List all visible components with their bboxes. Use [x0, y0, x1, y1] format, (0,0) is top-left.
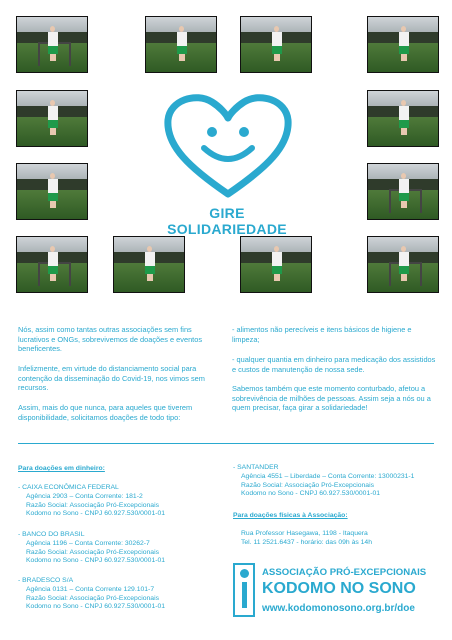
address: Rua Professor Hasegawa, 1198 - Itaquera [241, 529, 368, 537]
photo-11 [240, 236, 312, 293]
photo-7 [16, 163, 88, 220]
photo-9 [16, 236, 88, 293]
bank-account: Agência 2903 – Conta Corrente: 181-2 [26, 492, 143, 500]
photo-10 [113, 236, 185, 293]
org-name-line1: ASSOCIAÇÃO PRÓ-EXCEPCIONAIS [262, 567, 427, 578]
left-paragraph-1: Nós, assim como tantas outras associações sem fins lucrativos e ONGs, sobrevivemos de doações e eventos beneficentes. [18, 325, 203, 354]
photo-5 [16, 90, 88, 147]
bank-social: Razão Social: Associação Pró-Excepcionais [26, 594, 159, 602]
bank-caixa [18, 484, 165, 519]
photo-2 [145, 16, 217, 73]
photo-3 [240, 16, 312, 73]
bank-name: - CAIXA ECONÔMICA FEDERAL [18, 484, 119, 491]
bank-cnpj: Kodomo no Sono - CNPJ 60.927.530/0001-01 [241, 490, 381, 498]
physical-heading: Para doações físicas à Associação: [233, 512, 348, 519]
bank-bb [18, 531, 165, 566]
photo-1 [16, 16, 88, 73]
photo-8 [367, 163, 439, 220]
bank-cnpj: Kodomo no Sono - CNPJ 60.927.530/0001-01 [26, 557, 166, 565]
photo-6 [367, 90, 439, 147]
right-paragraph-3: Sabemos também que este momento conturbado, afetou a sobrevivência de milhões de pessoas. Assim seja a nós ou a quem precisar, faça girar a solidariedade! [232, 384, 431, 413]
headline: GIRE SOLIDARIEDADE [167, 205, 287, 237]
logo-icon [233, 563, 255, 617]
bank-social: Razão Social: Associação Pró-Excepcionais [26, 501, 159, 509]
bank-account: Agência 0131 – Conta Corrente 129.101-7 [26, 585, 155, 593]
bank-name: - BRADESCO S/A [18, 577, 74, 584]
bank-social: Razão Social: Associação Pró-Excepcionais [241, 481, 374, 489]
phone: Tel. 11 2521.6437 - horário: das 09h às 14h [241, 538, 372, 546]
bank-bradesco [18, 577, 165, 612]
photo-12 [367, 236, 439, 293]
org-name-line2: KODOMO NO SONO [262, 580, 416, 597]
bank-account: Agência 1196 – Conta Corrente: 30262-7 [26, 539, 150, 547]
money-heading-text: Para doações em dinheiro: [18, 465, 105, 472]
heart-smiley-icon [160, 88, 296, 200]
left-paragraph-3: Assim, mais do que nunca, para aqueles que tiverem disponibilidade, solicitamos doações de todo tipo: [18, 403, 193, 422]
photo-4 [367, 16, 439, 73]
right-paragraph-2: - qualquer quantia em dinheiro para medicação dos assistidos e custos de manutenção de nossa sede. [232, 355, 436, 374]
bank-cnpj: Kodomo no Sono - CNPJ 60.927.530/0001-01 [26, 603, 166, 611]
money-heading [18, 465, 105, 474]
bank-account: Agência 4551 – Liberdade – Conta Corrente: 13000231-1 [241, 472, 415, 480]
bank-cnpj: Kodomo no Sono - CNPJ 60.927.530/0001-01 [26, 510, 166, 518]
bank-santander [233, 464, 414, 499]
right-paragraph-1: - alimentos não perecíveis e itens básicos de higiene e limpeza; [232, 325, 412, 344]
physical-donation [233, 512, 372, 547]
bank-social: Razão Social: Associação Pró-Excepcionais [26, 548, 159, 556]
bank-name: - SANTANDER [233, 464, 279, 471]
divider [18, 443, 434, 444]
website-link[interactable]: www.kodomonosono.org.br/doe [262, 603, 415, 614]
bank-name: - BANCO DO BRASIL [18, 531, 85, 538]
left-paragraph-2: Infelizmente, em virtude do distanciamento social para contenção da disseminação do Covid-19, nos vimos sem recursos. [18, 364, 205, 393]
